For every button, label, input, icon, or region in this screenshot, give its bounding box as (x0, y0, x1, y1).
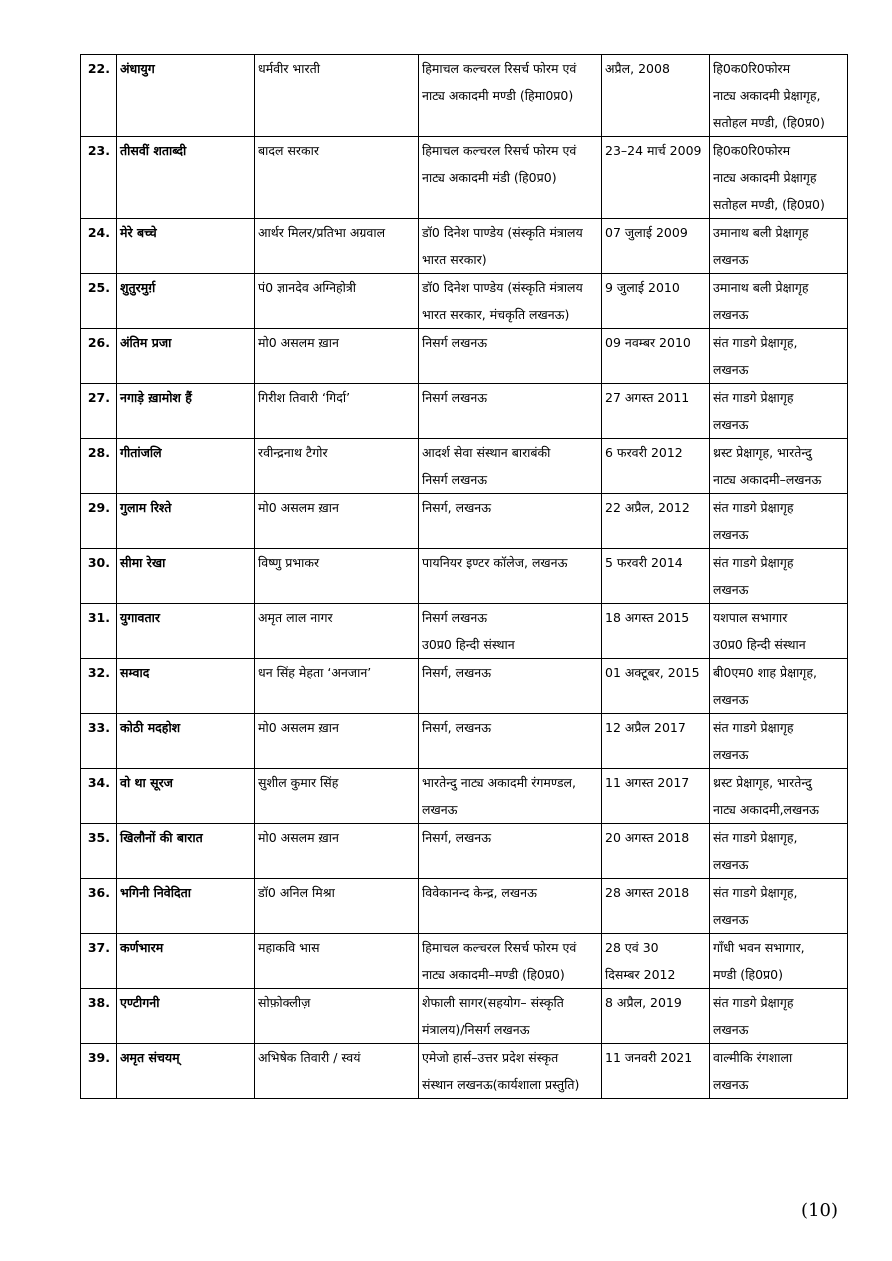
venue-cell-line: वाल्मीकि रंगशाला (713, 1050, 793, 1065)
venue-cell (710, 714, 848, 769)
organizer-cell (419, 989, 602, 1044)
organizer-cell-line: मंत्रालय)/निसर्ग लखनऊ (422, 1022, 530, 1037)
date-cell-line: 6 फरवरी 2012 (605, 445, 683, 460)
organizer-cell-line: भारत सरकार, मंचकृति लखनऊ) (422, 307, 570, 322)
venue-cell (710, 934, 848, 989)
venue-cell-line: लखनऊ (713, 1077, 749, 1092)
date-cell-line: 8 अप्रैल, 2019 (605, 995, 682, 1010)
venue-cell-line: बी0एम0 शाह प्रेक्षागृह, (713, 665, 817, 680)
venue-cell-line: उमानाथ बली प्रेक्षागृह (713, 225, 809, 240)
venue-cell-line: नाट्य अकादमी,लखनऊ (713, 802, 819, 817)
serial-number-cell: 30. (81, 549, 117, 604)
play-title-cell: अंतिम प्रजा (117, 329, 255, 384)
play-title-cell: गीतांजलि (117, 439, 255, 494)
date-cell (602, 274, 710, 329)
author-cell: मो0 असलम ख़ान (255, 494, 419, 549)
date-cell (602, 494, 710, 549)
date-cell-line: 20 अगस्त 2018 (605, 830, 690, 845)
venue-cell-line: लखनऊ (713, 1022, 749, 1037)
date-cell (602, 439, 710, 494)
serial-number-cell: 26. (81, 329, 117, 384)
date-cell (602, 55, 710, 137)
venue-cell (710, 494, 848, 549)
organizer-cell (419, 329, 602, 384)
play-title-cell: एण्टीगनी (117, 989, 255, 1044)
venue-cell-line: लखनऊ (713, 692, 749, 707)
organizer-cell-line: भारतेन्दु नाट्य अकादमी रंगमण्डल, (422, 775, 576, 790)
venue-cell-line: उमानाथ बली प्रेक्षागृह (713, 280, 809, 295)
serial-number-cell: 29. (81, 494, 117, 549)
date-cell (602, 1044, 710, 1099)
organizer-cell (419, 384, 602, 439)
author-cell: रवीन्द्रनाथ टैगोर (255, 439, 419, 494)
date-cell-line: 9 जुलाई 2010 (605, 280, 680, 295)
organizer-cell (419, 769, 602, 824)
table-row (81, 55, 848, 137)
organizer-cell-line: एमेजो हार्स–उत्तर प्रदेश संस्कृत (422, 1050, 559, 1065)
date-cell-line: 09 नवम्बर 2010 (605, 335, 691, 350)
author-cell: मो0 असलम ख़ान (255, 824, 419, 879)
table-row (81, 384, 848, 439)
organizer-cell-line: डॉ0 दिनेश पाण्डेय (संस्कृति मंत्रालय (422, 225, 583, 240)
venue-cell (710, 769, 848, 824)
organizer-cell (419, 274, 602, 329)
author-cell: सुशील कुमार सिंह (255, 769, 419, 824)
venue-cell-line: संत गाडगे प्रेक्षागृह (713, 720, 794, 735)
organizer-cell-line: निसर्ग लखनऊ (422, 390, 488, 405)
serial-number-cell: 27. (81, 384, 117, 439)
organizer-cell-line: आदर्श सेवा संस्थान बाराबंकी (422, 445, 551, 460)
author-cell: धन सिंह मेहता ‘अनजान’ (255, 659, 419, 714)
organizer-cell-line: निसर्ग, लखनऊ (422, 665, 492, 680)
play-title-cell: कर्णभारम (117, 934, 255, 989)
play-title-cell: युगावतार (117, 604, 255, 659)
venue-cell-line: संत गाडगे प्रेक्षागृह, (713, 830, 798, 845)
organizer-cell-line: निसर्ग लखनऊ (422, 472, 488, 487)
organizer-cell (419, 494, 602, 549)
organizer-cell (419, 549, 602, 604)
venue-cell-line: लखनऊ (713, 527, 749, 542)
author-cell: गिरीश तिवारी ‘गिर्दा’ (255, 384, 419, 439)
serial-number-cell: 37. (81, 934, 117, 989)
venue-cell (710, 439, 848, 494)
serial-number-cell: 35. (81, 824, 117, 879)
play-title-cell: कोठी मदहोश (117, 714, 255, 769)
play-title-cell: अंधायुग (117, 55, 255, 137)
organizer-cell-line: निसर्ग लखनऊ (422, 335, 488, 350)
organizer-cell-line: डॉ0 दिनेश पाण्डेय (संस्कृति मंत्रालय (422, 280, 583, 295)
organizer-cell-line: हिमाचल कल्चरल रिसर्च फोरम एवं (422, 143, 577, 158)
date-cell (602, 384, 710, 439)
organizer-cell-line: नाट्य अकादमी–मण्डी (हि0प्र0) (422, 967, 565, 982)
organizer-cell (419, 219, 602, 274)
table-row (81, 659, 848, 714)
venue-cell-line: उ0प्र0 हिन्दी संस्थान (713, 637, 806, 652)
organizer-cell-line: शेफाली सागर(सहयोग– संस्कृति (422, 995, 564, 1010)
date-cell-line: 11 जनवरी 2021 (605, 1050, 693, 1065)
play-title-cell: अमृत संचयम् (117, 1044, 255, 1099)
play-title-cell: सम्वाद (117, 659, 255, 714)
date-cell-line: 07 जुलाई 2009 (605, 225, 688, 240)
venue-cell (710, 329, 848, 384)
venue-cell-line: लखनऊ (713, 417, 749, 432)
plays-table-body (81, 55, 848, 1099)
date-cell-line: 01 अक्टूबर, 2015 (605, 665, 700, 680)
serial-number-cell: 32. (81, 659, 117, 714)
page-number: (10) (801, 1200, 838, 1221)
venue-cell-line: संत गाडगे प्रेक्षागृह, (713, 335, 798, 350)
serial-number-cell: 33. (81, 714, 117, 769)
organizer-cell-line: लखनऊ (422, 802, 458, 817)
date-cell (602, 604, 710, 659)
author-cell: पं0 ज्ञानदेव अग्निहोत्री (255, 274, 419, 329)
author-cell: अभिषेक तिवारी / स्वयं (255, 1044, 419, 1099)
venue-cell-line: यशपाल सभागार (713, 610, 788, 625)
table-row (81, 219, 848, 274)
date-cell-line: 18 अगस्त 2015 (605, 610, 690, 625)
venue-cell-line: संत गाडगे प्रेक्षागृह, (713, 885, 798, 900)
venue-cell (710, 604, 848, 659)
organizer-cell-line: नाट्य अकादमी मण्डी (हिमा0प्र0) (422, 88, 574, 103)
organizer-cell-line: निसर्ग लखनऊ (422, 610, 488, 625)
venue-cell (710, 659, 848, 714)
venue-cell-line: हि0क0रि0फोरम (713, 143, 791, 158)
organizer-cell (419, 604, 602, 659)
author-cell: धर्मवीर भारती (255, 55, 419, 137)
serial-number-cell: 25. (81, 274, 117, 329)
organizer-cell (419, 55, 602, 137)
table-row (81, 989, 848, 1044)
author-cell: मो0 असलम ख़ान (255, 714, 419, 769)
date-cell-line: अप्रैल, 2008 (605, 61, 670, 76)
venue-cell-line: लखनऊ (713, 857, 749, 872)
date-cell (602, 934, 710, 989)
venue-cell-line: संत गाडगे प्रेक्षागृह (713, 995, 794, 1010)
organizer-cell-line: हिमाचल कल्चरल रिसर्च फोरम एवं (422, 61, 577, 76)
venue-cell-line: मण्डी (हि0प्र0) (713, 967, 783, 982)
organizer-cell-line: उ0प्र0 हिन्दी संस्थान (422, 637, 515, 652)
venue-cell-line: लखनऊ (713, 747, 749, 762)
organizer-cell-line: नाट्य अकादमी मंडी (हि0प्र0) (422, 170, 557, 185)
table-row (81, 769, 848, 824)
venue-cell (710, 55, 848, 137)
date-cell-line: दिसम्बर 2012 (605, 967, 676, 982)
play-title-cell: गुलाम रिश्ते (117, 494, 255, 549)
date-cell (602, 769, 710, 824)
organizer-cell (419, 879, 602, 934)
organizer-cell-line: पायनियर इण्टर कॉलेज, लखनऊ (422, 555, 568, 570)
organizer-cell (419, 137, 602, 219)
venue-cell-line: थ्रस्ट प्रेक्षागृह, भारतेन्दु (713, 445, 812, 460)
date-cell-line: 5 फरवरी 2014 (605, 555, 683, 570)
organizer-cell (419, 1044, 602, 1099)
play-title-cell: नगाड़े ख़ामोश हैं (117, 384, 255, 439)
play-title-cell: खिलौनों की बारात (117, 824, 255, 879)
venue-cell-line: नाट्य अकादमी प्रेक्षागृह, (713, 88, 821, 103)
organizer-cell (419, 439, 602, 494)
venue-cell (710, 1044, 848, 1099)
venue-cell-line: लखनऊ (713, 307, 749, 322)
organizer-cell (419, 824, 602, 879)
venue-cell-line: थ्रस्ट प्रेक्षागृह, भारतेन्दु (713, 775, 812, 790)
table-row (81, 549, 848, 604)
table-row (81, 329, 848, 384)
date-cell-line: 28 एवं 30 (605, 940, 659, 955)
author-cell: सोफ़ोक्लीज़ (255, 989, 419, 1044)
table-row (81, 439, 848, 494)
venue-cell-line: लखनऊ (713, 912, 749, 927)
venue-cell-line: लखनऊ (713, 362, 749, 377)
organizer-cell-line: संस्थान लखनऊ(कार्यशाला प्रस्तुति) (422, 1077, 580, 1092)
table-row (81, 934, 848, 989)
venue-cell-line: संत गाडगे प्रेक्षागृह (713, 390, 794, 405)
organizer-cell-line: निसर्ग, लखनऊ (422, 720, 492, 735)
table-row (81, 824, 848, 879)
organizer-cell-line: निसर्ग, लखनऊ (422, 830, 492, 845)
venue-cell-line: गाँधी भवन सभागार, (713, 940, 805, 955)
table-row (81, 137, 848, 219)
date-cell (602, 137, 710, 219)
date-cell (602, 714, 710, 769)
table-row (81, 879, 848, 934)
serial-number-cell: 28. (81, 439, 117, 494)
table-row (81, 494, 848, 549)
author-cell: आर्थर मिलर/प्रतिभा अग्रवाल (255, 219, 419, 274)
play-title-cell: तीसवीं शताब्दी (117, 137, 255, 219)
plays-table (80, 54, 848, 1099)
organizer-cell-line: विवेकानन्द केन्द्र, लखनऊ (422, 885, 537, 900)
play-title-cell: सीमा रेखा (117, 549, 255, 604)
venue-cell-line: नाट्य अकादमी–लखनऊ (713, 472, 822, 487)
play-title-cell: वो था सूरज (117, 769, 255, 824)
date-cell (602, 549, 710, 604)
organizer-cell-line: हिमाचल कल्चरल रिसर्च फोरम एवं (422, 940, 577, 955)
serial-number-cell: 24. (81, 219, 117, 274)
play-title-cell: भगिनी निवेदिता (117, 879, 255, 934)
table-row (81, 604, 848, 659)
venue-cell (710, 989, 848, 1044)
venue-cell (710, 219, 848, 274)
author-cell: डॉ0 अनिल मिश्रा (255, 879, 419, 934)
organizer-cell-line: निसर्ग, लखनऊ (422, 500, 492, 515)
date-cell (602, 219, 710, 274)
date-cell (602, 824, 710, 879)
serial-number-cell: 34. (81, 769, 117, 824)
venue-cell-line: संत गाडगे प्रेक्षागृह (713, 500, 794, 515)
venue-cell-line: हि0क0रि0फोरम (713, 61, 791, 76)
author-cell: महाकवि भास (255, 934, 419, 989)
serial-number-cell: 31. (81, 604, 117, 659)
venue-cell (710, 824, 848, 879)
serial-number-cell: 36. (81, 879, 117, 934)
venue-cell-line: लखनऊ (713, 252, 749, 267)
table-row (81, 274, 848, 329)
table-row (81, 714, 848, 769)
date-cell (602, 879, 710, 934)
serial-number-cell: 38. (81, 989, 117, 1044)
date-cell-line: 22 अप्रैल, 2012 (605, 500, 690, 515)
date-cell-line: 28 अगस्त 2018 (605, 885, 690, 900)
venue-cell-line: सतोहल मण्डी, (हि0प्र0) (713, 197, 825, 212)
author-cell: अमृत लाल नागर (255, 604, 419, 659)
serial-number-cell: 39. (81, 1044, 117, 1099)
venue-cell (710, 274, 848, 329)
play-title-cell: शुतुरमुर्ग़ (117, 274, 255, 329)
venue-cell (710, 879, 848, 934)
serial-number-cell: 22. (81, 55, 117, 137)
venue-cell-line: नाट्य अकादमी प्रेक्षागृह (713, 170, 817, 185)
venue-cell (710, 137, 848, 219)
venue-cell (710, 384, 848, 439)
date-cell-line: 12 अप्रैल 2017 (605, 720, 686, 735)
date-cell (602, 989, 710, 1044)
date-cell-line: 23–24 मार्च 2009 (605, 143, 702, 158)
author-cell: मो0 असलम ख़ान (255, 329, 419, 384)
play-title-cell: मेरे बच्चे (117, 219, 255, 274)
organizer-cell (419, 714, 602, 769)
date-cell (602, 659, 710, 714)
author-cell: विष्णु प्रभाकर (255, 549, 419, 604)
serial-number-cell: 23. (81, 137, 117, 219)
organizer-cell (419, 659, 602, 714)
venue-cell-line: सतोहल मण्डी, (हि0प्र0) (713, 115, 825, 130)
date-cell-line: 27 अगस्त 2011 (605, 390, 690, 405)
organizer-cell (419, 934, 602, 989)
author-cell: बादल सरकार (255, 137, 419, 219)
date-cell-line: 11 अगस्त 2017 (605, 775, 690, 790)
venue-cell-line: संत गाडगे प्रेक्षागृह (713, 555, 794, 570)
organizer-cell-line: भारत सरकार) (422, 252, 487, 267)
table-row (81, 1044, 848, 1099)
venue-cell-line: लखनऊ (713, 582, 749, 597)
venue-cell (710, 549, 848, 604)
date-cell (602, 329, 710, 384)
